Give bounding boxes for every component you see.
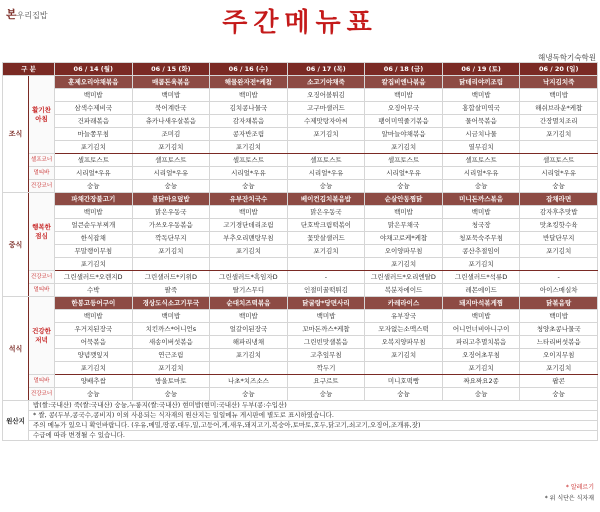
menu-cell: 포기김치 [132,362,210,375]
menu-cell: 닭굴랑*당면사리 [287,297,365,310]
menu-cell: 가쓰오우동볶음 [132,219,210,232]
menu-cell [520,258,598,271]
menu-row [3,284,598,297]
menu-cell: 오이지무침 [520,349,598,362]
menu-cell: 물어묵볶음 [442,115,520,128]
menu-cell: 깍두기 [287,362,365,375]
menu-row [3,431,598,441]
menu-row [3,154,598,167]
menu-cell: 포기김치 [287,128,365,141]
menu-row [3,193,598,206]
corner-label: 행복한 점심 [29,193,55,271]
menu-cell: 감자후추맛밥 [520,206,598,219]
menu-row [3,167,598,180]
menu-row [3,336,598,349]
menu-cell: 고기경단데리조림 [210,219,288,232]
menu-cell: 연근조림 [132,349,210,362]
menu-cell: 복분자에이드 [365,284,443,297]
menu-cell: 아이스매실차 [520,284,598,297]
menu-cell: 수박 [55,284,133,297]
menu-cell: 맑은우동국 [287,206,365,219]
menu-cell: 셀프토스트 [210,154,288,167]
menu-cell: 얼큰순두부찌개 [55,219,133,232]
origin-line: 주의 메뉴가 있으니 확인바랍니다. (우유,메밀,땅콩,대두,밀,고등어,게,새우,돼지고기,복숭아,토마토,호두,닭고기,쇠고기,오징어,조개류,잣) [29,421,598,431]
menu-cell: 시금치나물 [442,128,520,141]
menu-cell [210,258,288,271]
menu-cell: 김치콩나물국 [210,102,288,115]
menu-cell: 돼지마석볶게찜 [442,297,520,310]
menu-cell: 고추잎무침 [287,349,365,362]
menu-cell: 어니언너비아니구이 [442,323,520,336]
menu-cell: 부추오리맨탕무침 [210,232,288,245]
supply-note: * 위 식단은 식자재 [544,495,594,502]
menu-cell: 시리얼*우유 [365,167,443,180]
menu-cell: 알마늘야채볶음 [365,128,443,141]
menu-row [3,421,598,431]
menu-cell: 백미밥 [55,89,133,102]
menu-row [3,89,598,102]
menu-cell: 오징어무국 [365,102,443,115]
menu-cell: 닭볶음탕 [520,297,598,310]
menu-cell: 카레라이스 [365,297,443,310]
menu-cell: 미니돈까스볶음 [442,193,520,206]
menu-cell: 숭늉 [287,388,365,401]
menu-cell: 새송이버섯볶음 [132,336,210,349]
menu-cell: 시리얼*우유 [520,167,598,180]
menu-cell [287,258,365,271]
menu-cell: 셀프토스트 [55,154,133,167]
menu-cell: 시리얼*우유 [210,167,288,180]
menu-cell: 백미밥 [442,206,520,219]
menu-cell: 경상도식소고기무국 [132,297,210,310]
menu-cell: 해쉬브라운*케찹 [520,102,598,115]
menu-row [3,375,598,388]
menu-cell: 열무김치 [442,141,520,154]
menu-row [3,180,598,193]
menu-row [3,297,598,310]
menu-cell: 백미밥 [210,310,288,323]
corner-label: 건강코너 [29,271,55,284]
meal-label: 조식 [3,76,29,193]
weekly-menu-table [2,62,598,441]
origin-label: 원산지 [3,401,29,441]
menu-cell: 셀프토스트 [287,154,365,167]
menu-row [3,115,598,128]
page-title: 주간메뉴표 [222,8,378,38]
menu-cell: 미니호떡빵 [365,375,443,388]
menu-cell: 백미밥 [365,206,443,219]
menu-cell: 시리얼*우유 [132,167,210,180]
menu-row [3,258,598,271]
menu-cell: 포기김치 [520,362,598,375]
menu-cell: 청국장 [442,219,520,232]
menu-cell: 간장멸치조리 [520,115,598,128]
menu-cell: 맑은무채국 [365,219,443,232]
origin-line: 수급에 따라 변경될 수 있습니다. [29,431,598,441]
menu-cell: 콩자반조림 [210,128,288,141]
menu-row [3,102,598,115]
corner-label: 건강코너 [29,180,55,193]
menu-row [3,141,598,154]
logo-mark: 본 [6,8,17,21]
menu-cell: 숭늉 [132,388,210,401]
menu-cell: - [287,271,365,284]
menu-cell: 숭늉 [520,180,598,193]
day-header: 06 / 16 (수) [210,63,288,76]
menu-cell: 오이양파무침 [365,245,443,258]
menu-cell: 백미밥 [442,89,520,102]
menu-cell: 양배추쌈 [55,375,133,388]
menu-cell: 레몬에이드 [442,284,520,297]
corner-label: 멀티바 [29,167,55,180]
menu-cell: 해물완자전*케찹 [210,76,288,89]
menu-cell: 맑은우동국 [132,206,210,219]
menu-cell: 우거지된장국 [55,323,133,336]
menu-cell: 포기김치 [55,362,133,375]
menu-cell: 백미밥 [210,89,288,102]
menu-cell: 포기김치 [365,141,443,154]
menu-cell: 나초*치즈소스 [210,375,288,388]
menu-cell: 청양초콩나물국 [520,323,598,336]
menu-cell: 백미밥 [55,310,133,323]
menu-cell: 팝콘 [520,375,598,388]
menu-cell: 포기김치 [210,245,288,258]
menu-cell: 그린샐러드*키위D [132,271,210,284]
menu-row [3,128,598,141]
menu-cell: 오복지양파무침 [365,336,443,349]
meal-label: 석식 [3,297,29,401]
menu-cell: 포기김치 [132,245,210,258]
menu-cell: 숭늉 [365,388,443,401]
corner-label: 건강한 저녁 [29,297,55,375]
menu-cell: 닭데리야끼조림 [442,76,520,89]
menu-cell: 셀프토스트 [132,154,210,167]
menu-cell: 고구마샐러드 [287,102,365,115]
menu-row [3,206,598,219]
menu-cell: 치킨까스*어니언s [132,323,210,336]
menu-cell: 포기김치 [210,349,288,362]
menu-cell: 짜요짜요2종 [442,375,520,388]
menu-cell: 오징어초무침 [442,349,520,362]
header-row [3,63,598,76]
menu-cell: 맛초킹핫수육 [520,219,598,232]
menu-cell: 포기김치 [442,258,520,271]
menu-cell: 숭늉 [287,180,365,193]
menu-cell: 백미밥 [365,89,443,102]
corner-label: 건강코너 [29,388,55,401]
menu-cell: 해파리냉채 [210,336,288,349]
menu-cell: 콩산추절임이 [442,245,520,258]
day-header: 06 / 19 (토) [442,63,520,76]
menu-row [3,401,598,411]
menu-cell: 그린샐러드*흑임자D [210,271,288,284]
menu-row [3,232,598,245]
menu-cell: 탈기스무디 [210,284,288,297]
menu-cell: 백미밥 [210,206,288,219]
day-header: 06 / 17 (목) [287,63,365,76]
menu-cell: 북어계란국 [132,102,210,115]
menu-cell: 순살안동찜닭 [365,193,443,206]
menu-cell: 숭늉 [210,180,288,193]
menu-row [3,219,598,232]
menu-cell: 낙지김치죽 [520,76,598,89]
menu-cell [132,258,210,271]
menu-cell: 소고기야채죽 [287,76,365,89]
menu-cell [287,141,365,154]
menu-cell: 포기김치 [442,362,520,375]
menu-cell: 모자없는소맥스떡 [365,323,443,336]
menu-cell: 훈제오리야채볶음 [55,76,133,89]
menu-row [3,76,598,89]
menu-cell: 백미밥 [442,310,520,323]
menu-row [3,388,598,401]
menu-cell: 숭늉 [210,388,288,401]
menu-row [3,362,598,375]
menu-cell: 츄카나새우살볶음 [132,115,210,128]
menu-cell: 깍독단무지 [132,232,210,245]
menu-cell: 파리고추멸치볶음 [442,336,520,349]
menu-cell: 그린빈맛샐볶음 [287,336,365,349]
menu-cell: 방울토마토 [132,375,210,388]
menu-cell: 숭늉 [55,180,133,193]
menu-cell: 백미밥 [520,310,598,323]
day-header: 06 / 15 (화) [132,63,210,76]
menu-cell [210,362,288,375]
corner-label: 멀티바 [29,284,55,297]
header-label: 구 분 [3,63,55,76]
menu-cell: 홍합살미역국 [442,102,520,115]
menu-cell: 숭늉 [520,388,598,401]
menu-cell: 조미김 [132,128,210,141]
day-header: 06 / 20 (일) [520,63,598,76]
menu-cell: 수제맛탕자아씨 [287,115,365,128]
menu-cell: 불닭마요덮밥 [132,193,210,206]
menu-cell: 백미밥 [520,89,598,102]
menu-cell: 느타리버섯볶음 [520,336,598,349]
menu-cell: 어묵볶음 [55,336,133,349]
menu-row [3,411,598,421]
menu-cell: 포기김치 [55,258,133,271]
school-name: 해냉독학기숙학원 [538,53,596,62]
menu-cell: 셀프토스트 [365,154,443,167]
menu-cell: 청포묵숙주무침 [442,232,520,245]
menu-cell: 마늘쫑무침 [55,128,133,141]
menu-cell: 매콤돈육볶음 [132,76,210,89]
corner-label: 활기찬 아침 [29,76,55,154]
day-header: 06 / 18 (금) [365,63,443,76]
menu-cell: 백미밥 [287,310,365,323]
menu-cell [365,362,443,375]
menu-cell: 그린샐러드*오렌지D [55,271,133,284]
menu-cell: 순대치즈떡볶음 [210,297,288,310]
day-header: 06 / 14 (월) [55,63,133,76]
menu-cell: 얼갈이된장국 [210,323,288,336]
menu-cell [520,141,598,154]
menu-cell: 포기김치 [132,141,210,154]
menu-cell: 베이컨김치볶음밥 [287,193,365,206]
menu-cell: 포기김치 [210,141,288,154]
menu-cell: 칼집비엔나볶음 [365,76,443,89]
menu-cell: 한봉고등어구이 [55,297,133,310]
menu-cell: 한식잡채 [55,232,133,245]
menu-cell: 꽃맛살샐러드 [287,232,365,245]
menu-cell: 팽이미역줄기볶음 [365,115,443,128]
meal-label: 중식 [3,193,29,297]
menu-row [3,310,598,323]
menu-cell: 포기김치 [287,245,365,258]
menu-cell: - [520,271,598,284]
corner-label: 셀프코너 [29,154,55,167]
menu-cell: 유부잔치국수 [210,193,288,206]
menu-cell: 시리얼*우유 [442,167,520,180]
menu-cell: 반달단무지 [520,232,598,245]
menu-cell: 꼬마돈까스*케찹 [287,323,365,336]
menu-cell: 숭늉 [442,180,520,193]
menu-cell: 백미밥 [132,89,210,102]
menu-row [3,245,598,258]
menu-cell: 포기김치 [520,128,598,141]
menu-cell: 감자채볶음 [210,115,288,128]
menu-cell: 오징어볼튀김 [287,89,365,102]
menu-row [3,323,598,336]
menu-row [3,349,598,362]
menu-cell: 숭늉 [365,180,443,193]
menu-cell: 숭늉 [132,180,210,193]
menu-cell: 삼색수제비국 [55,102,133,115]
menu-cell: 포기김치 [365,349,443,362]
menu-cell: 요구르트 [287,375,365,388]
menu-cell: 백미밥 [55,206,133,219]
menu-cell: 인절미꿀떡튀김 [287,284,365,297]
menu-cell: 셀프토스트 [442,154,520,167]
menu-cell: 포기김치 [520,245,598,258]
menu-cell: 숭늉 [55,388,133,401]
menu-cell: 양념깻잎지 [55,349,133,362]
menu-cell: 시리얼*우유 [287,167,365,180]
menu-cell: 팔죽 [132,284,210,297]
menu-cell: 야채고로케*케찹 [365,232,443,245]
logo-name: 우리집밥 [16,11,48,20]
menu-cell: 숭늉 [442,388,520,401]
menu-cell: 단호박크림떡볶이 [287,219,365,232]
menu-cell: 그린샐러드*오리엔탈D [365,271,443,284]
corner-label: 멀티바 [29,375,55,388]
menu-cell: 시리얼*우유 [55,167,133,180]
allergy-note: * 알레르기 [565,484,594,491]
menu-cell: 백미밥 [132,310,210,323]
menu-cell: 셀프토스트 [520,154,598,167]
menu-cell: 잡채라면 [520,193,598,206]
menu-cell: 파채간장불고기 [55,193,133,206]
menu-cell: 포기김치 [365,258,443,271]
menu-cell: 유부장국 [365,310,443,323]
menu-cell: 건파래볶음 [55,115,133,128]
menu-row [3,271,598,284]
menu-cell: 포기김치 [55,141,133,154]
menu-cell: 그린샐러드*석류D [442,271,520,284]
menu-cell: 무말랭이무침 [55,245,133,258]
origin-line: 밥(쌀:국내산) 죽(쌀:국내산) 숭늉,누룽지(쌀:국내산) 현미밥(현미:국내산) 두부(콩:수입산) [29,401,598,411]
origin-line: * 쌀, 콩(두부,콩국수,콩비지) 이외 사용되는 식자재의 원산지는 일일메뉴 게시판에 별도로 표시하였습니다. [29,411,598,421]
